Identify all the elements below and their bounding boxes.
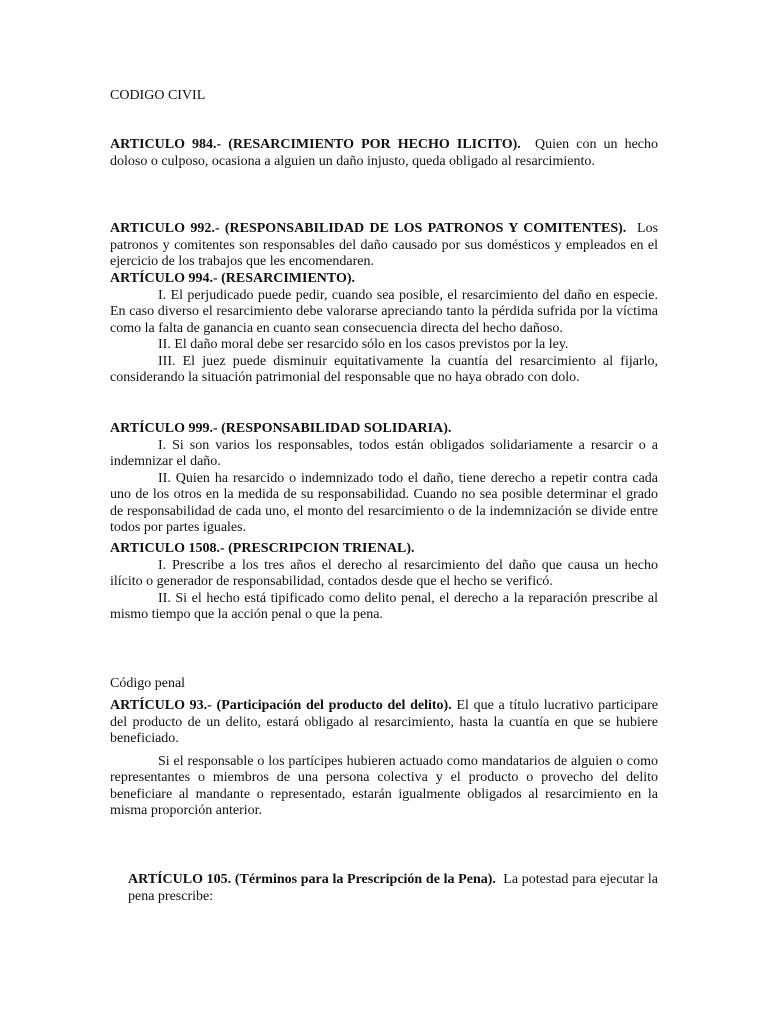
article-999 [110, 421, 658, 537]
article-105-text: La potestad para ejecutar la pena prescribe: [128, 872, 658, 904]
article-994-heading: ARTÍCULO 994.- (RESARCIMIENTO). [110, 271, 356, 286]
article-999-heading: ARTÍCULO 999.- (RESPONSABILIDAD SOLIDARIA). [110, 421, 452, 436]
code-title [110, 88, 658, 105]
article-984-text: Quien con un hecho doloso o culposo, ocasiona a alguien un daño injusto, queda obligado al resarcimiento. [110, 137, 659, 169]
article-984 [110, 137, 658, 170]
article-1508-para-2: II. Si el hecho está tipificado como delito penal, el derecho a la reparación prescribe al mismo tiempo que la acción penal o que la pena. [110, 590, 658, 622]
heading-codigo-penal: Código penal [110, 676, 186, 691]
penal-title [110, 676, 658, 693]
article-999-para-2: II. Quien ha resarcido o indemnizado todo el daño, tiene derecho a repetir contra cada uno de los otros en la medida de su responsabilidad. Cuando no sea posible determinar el grado de responsabilidad de cada uno, el monto del resarcimiento o de la indemnización se divide entre todos por partes iguales. [110, 470, 658, 535]
article-105-heading: ARTÍCULO 105. (Términos para la Prescripción de la Pena). [128, 872, 496, 887]
heading-codigo-civil: CODIGO CIVIL [110, 88, 206, 103]
article-994-para-2: II. El daño moral debe ser resarcido sólo en los casos previstos por la ley. [158, 337, 569, 352]
article-105 [128, 872, 658, 905]
article-1508-heading: ARTICULO 1508.- (PRESCRIPCION TRIENAL). [110, 541, 415, 556]
article-984-heading: ARTICULO 984.- (RESARCIMIENTO POR HECHO ILICITO). [110, 137, 521, 152]
article-93-heading: ARTÍCULO 93.- (Participación del producto del delito). [110, 698, 452, 713]
article-994-para-3: III. El juez puede disminuir equitativamente la cuantía del resarcimiento al fijarlo, considerando la situación patrimonial del responsable que no haya obrado con dolo. [110, 353, 658, 385]
article-992-heading: ARTICULO 992.- (RESPONSABILIDAD DE LOS PATRONOS Y COMITENTES). [110, 221, 627, 236]
article-93 [110, 698, 658, 820]
article-1508 [110, 541, 658, 624]
article-992-text: Los patronos y comitentes son responsables del daño causado por sus domésticos y empleados en el ejercicio de los trabajos que les encomendaren. [110, 221, 659, 269]
article-93-para-2: Si el responsable o los partícipes hubieren actuado como mandatarios de alguien o como representantes o miembros de una persona colectiva y el producto o provecho del delito beneficiare al mandante o representado, estarán igualmente obligados al resarcimiento en la misma proporción anterior. [110, 753, 658, 818]
article-992 [110, 221, 658, 271]
article-994-para-1: I. El perjudicado puede pedir, cuando sea posible, el resarcimiento del daño en especie. En caso diverso el resarcimiento debe valorarse apreciando tanto la pérdida sufrida por la víctima como la falta de ganancia en cuanto sean consecuencia directa del hecho dañoso. [110, 287, 658, 336]
article-93-text: El que a título lucrativo participare del producto de un delito, estará obligado al resarcimiento, hasta la cuantía en que se hubiere beneficiado. [110, 698, 659, 746]
article-999-para-1: I. Si son varios los responsables, todos están obligados solidariamente a resarcir o a indemnizar el daño. [110, 437, 658, 469]
article-1508-para-1: I. Prescribe a los tres años el derecho al resarcimiento del daño que causa un hecho ilícito o generador de responsabilidad, contados desde que el hecho se verificó. [110, 557, 658, 589]
article-994 [110, 271, 658, 387]
